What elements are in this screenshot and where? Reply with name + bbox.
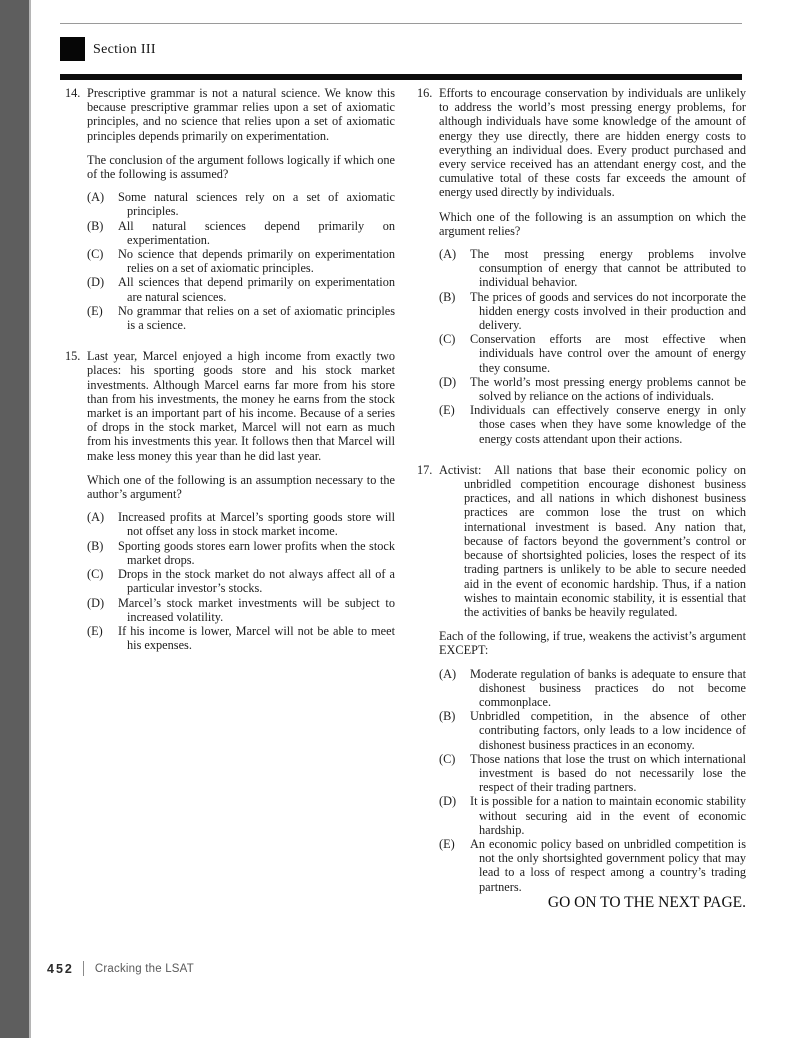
answer-choice: [439, 247, 746, 290]
answer-choice: [87, 567, 395, 595]
footer-divider: [83, 961, 84, 976]
choice-letter: (C): [87, 567, 104, 582]
choice-text: The world’s most pressing energy problems cannot be solved by reliance on the actions of individuals.: [470, 374, 746, 404]
choice-text: Increased profits at Marcel’s sporting goods store will not offset any loss in stock market income.: [118, 510, 395, 539]
choice-letter: (A): [87, 190, 105, 205]
choice-text: It is possible for a nation to maintain economic stability without securing aid in the event of economic hardship.: [470, 794, 746, 837]
choice-text: Moderate regulation of banks is adequate to ensure that dishonest business practices do not become commonplace.: [470, 666, 746, 709]
choice-letter: (C): [439, 751, 456, 766]
answer-choice: [439, 290, 746, 333]
choice-text: Conservation efforts are most effective when individuals have control over the amount of energy they consume.: [470, 332, 746, 375]
choice-text: No science that depends primarily on experimentation relies on a set of axiomatic principles.: [118, 247, 395, 276]
stem-paragraph: Last year, Marcel enjoyed a high income from exactly two places: his sporting goods store and his stock market investments. Although Marcel earns far more from his store than from his investments, the money he earns from the stock market is an important part of his income. Because of a series of drops in the stock market, Marcel will not earn as much from his investments this year. It follows then that Marcel will make less money this year than he did last year.: [87, 349, 395, 463]
choice-letter: (D): [439, 374, 457, 389]
answer-choice: [87, 539, 395, 567]
choice-letter: (A): [439, 666, 457, 681]
question: [65, 86, 395, 332]
stem-paragraph: Which one of the following is an assumption on which the argument relies?: [439, 209, 746, 238]
choice-letter: (E): [439, 403, 455, 418]
choice-text: The prices of goods and services do not incorporate the hidden energy costs involved in their production and delivery.: [470, 289, 746, 333]
choice-text: All natural sciences depend primarily on experimentation.: [118, 218, 395, 247]
choice-text: Drops in the stock market do not always affect all of a particular investor’s stocks.: [118, 567, 395, 596]
choice-text: Individuals can effectively conserve energy in only those cases when they have some knowledge of the energy costs attendant upon their actions.: [470, 403, 746, 446]
answer-choice: [87, 304, 395, 332]
answer-choices: [87, 510, 395, 652]
answer-choice: [439, 837, 746, 894]
answer-choice: [439, 752, 746, 795]
choice-letter: (E): [87, 623, 103, 638]
answer-choice: [439, 403, 746, 446]
stem-paragraph: Efforts to encourage conservation by individuals are unlikely to address the world’s most pressing energy problems, for although individuals have some knowledge of the amount of energy they use directly, there are hidden energy costs to everything an individual does. Every product purchased and every service received has an attendant energy cost, and the cumulative total of these costs far exceeds the amount of energy used directly by individuals.: [439, 86, 746, 200]
choice-letter: (B): [87, 538, 104, 553]
answer-choices: [87, 190, 395, 332]
stem-paragraph: Each of the following, if true, weakens the activist’s argument EXCEPT:: [439, 629, 746, 658]
choice-letter: (D): [439, 794, 457, 809]
stem-paragraph: Activist: All nations that base their economic policy on unbridled competition encourage dishonest business practices, and all nations in which dishonest business practices are common lose the trust on which international investment is based. Any nation that, because of factors beyond the government’s control or because of shortsighted policies, loses the respect of its trading partners is unlikely to be able to secure needed aid in the event of economic hardship. Thus, if a nation wishes to maintain economic stability, it is essential that the activities of banks be heavily regulated.: [439, 462, 746, 619]
choice-text: Sporting goods stores earn lower profits when the stock market drops.: [118, 538, 395, 567]
answer-choice: [87, 247, 395, 275]
stem-paragraph: Which one of the following is an assumption necessary to the author’s argument?: [87, 472, 395, 502]
question: [417, 463, 746, 894]
question-number: 15.: [65, 349, 81, 364]
answer-choice: [87, 190, 395, 218]
choice-letter: (A): [87, 510, 105, 525]
question-body: [87, 349, 395, 652]
choice-letter: (D): [87, 595, 105, 610]
choice-letter: (E): [87, 303, 103, 318]
question-number: 17.: [417, 462, 433, 477]
column-left: [65, 86, 395, 652]
question-stem: [87, 86, 395, 181]
page-footer: [47, 961, 194, 976]
question-number: 14.: [65, 86, 81, 100]
question: [65, 349, 395, 652]
answer-choice: [439, 709, 746, 752]
answer-choice: [87, 624, 395, 652]
answer-choice: [87, 275, 395, 303]
choice-letter: (B): [439, 289, 456, 304]
answer-choice: [87, 510, 395, 538]
book-title: Cracking the LSAT: [94, 962, 194, 975]
section-title: Section III: [93, 42, 156, 57]
answer-choices: [439, 667, 746, 894]
question-body: [439, 463, 746, 894]
choice-text: Some natural sciences rely on a set of axiomatic principles.: [118, 190, 395, 219]
answer-choice: [87, 219, 395, 247]
choice-text: Marcel’s stock market investments will be subject to increased volatility.: [118, 595, 395, 624]
go-on-instruction: GO ON TO THE NEXT PAGE.: [547, 893, 746, 911]
choice-text: All sciences that depend primarily on experimentation are natural sciences.: [118, 275, 395, 304]
choice-letter: (C): [87, 247, 104, 262]
choice-letter: (B): [439, 709, 456, 724]
page-edge-strip: [0, 0, 31, 1038]
answer-choice: [87, 596, 395, 624]
question: [417, 86, 746, 446]
question-number: 16.: [417, 86, 433, 100]
answer-choices: [439, 247, 746, 446]
choice-letter: (D): [87, 275, 105, 290]
answer-choice: [439, 794, 746, 837]
choice-letter: (B): [87, 218, 104, 233]
answer-choice: [439, 667, 746, 710]
choice-letter: (C): [439, 332, 456, 347]
answer-choice: [439, 375, 746, 403]
choice-text: Those nations that lose the trust on which international investment is based do not necessarily lose the respect of their trading partners.: [470, 751, 746, 795]
answer-choice: [439, 332, 746, 375]
choice-text: No grammar that relies on a set of axiomatic principles is a science.: [118, 303, 395, 333]
question-body: [87, 86, 395, 332]
column-right: [417, 86, 746, 910]
stem-paragraph: Prescriptive grammar is not a natural science. We know this because prescriptive grammar relies upon a set of axiomatic principles, and no science that relies upon a set of axiomatic principles depends primarily on experimentation.: [87, 86, 395, 143]
stem-paragraph: The conclusion of the argument follows logically if which one of the following is assumed?: [87, 152, 395, 182]
choice-letter: (E): [439, 836, 455, 851]
choice-text: The most pressing energy problems involve consumption of energy that cannot be attributed to individual behavior.: [470, 247, 746, 290]
question-stem: [87, 349, 395, 501]
choice-letter: (A): [439, 247, 457, 262]
choice-text: Unbridled competition, in the absence of other contributing factors, only leads to a low incidence of dishonest business practices in an economy.: [470, 709, 746, 752]
question-stem: [439, 86, 746, 238]
page-number: 452: [47, 961, 74, 976]
question-body: [439, 86, 746, 446]
header-bar-divider: [60, 74, 742, 80]
question-stem: [439, 463, 746, 658]
choice-text: If his income is lower, Marcel will not be able to meet his expenses.: [118, 623, 395, 653]
section-marker-icon: [60, 37, 85, 61]
top-rule-divider: [60, 23, 742, 24]
choice-text: An economic policy based on unbridled competition is not the only shortsighted government policy that may lead to a loss of respect among a country’s trading partners.: [470, 836, 746, 894]
